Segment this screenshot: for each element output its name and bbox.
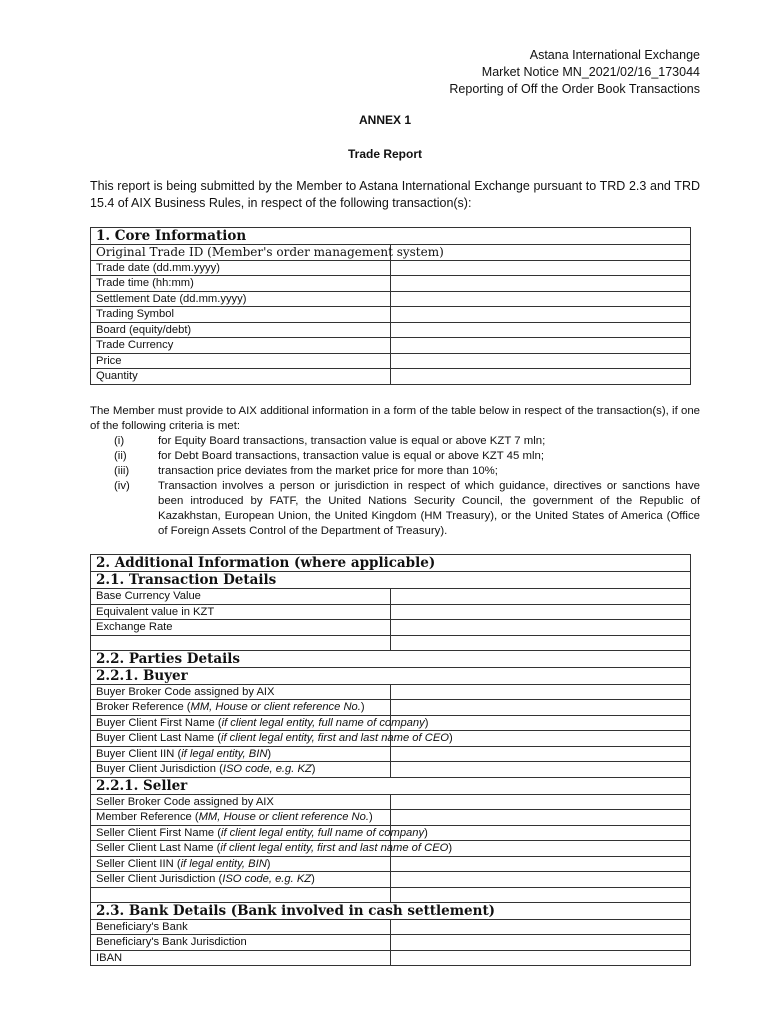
field-value-cell[interactable] — [391, 620, 691, 636]
field-value-cell[interactable] — [391, 700, 691, 716]
table-row — [91, 715, 691, 731]
table-row — [91, 746, 691, 762]
field-value-cell[interactable] — [391, 794, 691, 810]
field-label: Trade date (dd.mm.yyyy) — [91, 260, 391, 276]
field-value-cell[interactable] — [391, 589, 691, 605]
table-row — [91, 856, 691, 872]
field-label: Price — [91, 353, 391, 369]
field-label: Seller Client Last Name (if client legal entity, first and last name of CEO) — [91, 841, 391, 857]
table-row — [91, 276, 691, 292]
field-value-cell[interactable] — [391, 810, 691, 826]
core-information-table — [90, 227, 691, 385]
seller-title: 2.2.1. Seller — [91, 777, 691, 794]
header-org: Astana International Exchange — [529, 48, 700, 62]
table-row — [91, 322, 691, 338]
document-title: Trade Report — [347, 147, 422, 161]
field-label: Trade time (hh:mm) — [91, 276, 391, 292]
table-row — [91, 684, 691, 700]
list-item — [90, 464, 700, 479]
annex-label: ANNEX 1 — [358, 113, 411, 127]
blank-row — [91, 635, 691, 650]
table-row — [91, 872, 691, 888]
field-label: Beneficiary's Bank Jurisdiction — [91, 935, 391, 951]
field-label: Settlement Date (dd.mm.yyyy) — [91, 291, 391, 307]
transaction-details-title: 2.1. Transaction Details — [91, 572, 691, 589]
table-row — [91, 950, 691, 966]
table-row — [91, 353, 691, 369]
bank-details-title: 2.3. Bank Details (Bank involved in cash settlement) — [91, 902, 691, 919]
field-value-cell[interactable] — [391, 604, 691, 620]
table-row — [91, 307, 691, 323]
intro-paragraph: This report is being submitted by the Member to Astana International Exchange pursuant to TRD 2.3 and TRD 15.4 of AIX Business Rules, in respect of the following transaction(s): — [90, 179, 700, 210]
field-label: Trading Symbol — [91, 307, 391, 323]
parties-details-title: 2.2. Parties Details — [91, 650, 691, 667]
criteria-list — [90, 434, 700, 539]
table-row — [91, 245, 691, 261]
list-item-text: for Debt Board transactions, transaction value is equal or above KZT 45 mln; — [158, 450, 545, 462]
field-value-cell[interactable] — [391, 338, 691, 354]
field-label: Beneficiary's Bank — [91, 919, 391, 935]
list-item-text: transaction price deviates from the market price for more than 10%; — [158, 465, 498, 477]
field-value-cell[interactable] — [391, 307, 691, 323]
field-value-cell[interactable] — [391, 825, 691, 841]
table-row — [91, 731, 691, 747]
field-label: Base Currency Value — [91, 589, 391, 605]
table-row — [91, 841, 691, 857]
field-label: Seller Client Jurisdiction (ISO code, e.g. KZ) — [91, 872, 391, 888]
field-label: Seller Client First Name (if client legal entity, full name of company) — [91, 825, 391, 841]
field-label: Original Trade ID (Member's order management system) — [91, 245, 391, 261]
field-value-cell[interactable] — [391, 762, 691, 778]
list-item — [90, 434, 700, 449]
field-label: Equivalent value in KZT — [91, 604, 391, 620]
buyer-title: 2.2.1. Buyer — [91, 667, 691, 684]
list-item-text: Transaction involves a person or jurisdiction in respect of which guidance, directives or sanctions have been introduced by FATF, the United Nations Security Council, the government of the Republic of Kazakhstan, European Union, the United Kingdom (HM Treasury), or the United States of America (Office of Foreign Assets Control of the Department of Treasury). — [158, 480, 700, 537]
field-value-cell[interactable] — [391, 935, 691, 951]
list-item — [90, 479, 700, 539]
field-value-cell[interactable] — [391, 276, 691, 292]
table-row — [91, 338, 691, 354]
list-item-text: for Equity Board transactions, transaction value is equal or above KZT 7 mln; — [158, 435, 546, 447]
list-item-number: (ii) — [114, 450, 127, 462]
table-row — [91, 369, 691, 385]
field-label: Buyer Client Last Name (if client legal entity, first and last name of CEO) — [91, 731, 391, 747]
field-label: Exchange Rate — [91, 620, 391, 636]
table-row — [91, 935, 691, 951]
list-item-number: (iv) — [114, 480, 130, 492]
field-value-cell[interactable] — [391, 746, 691, 762]
table-row — [91, 810, 691, 826]
field-label: Board (equity/debt) — [91, 322, 391, 338]
field-label: Buyer Client IIN (if legal entity, BIN) — [91, 746, 391, 762]
table-row — [91, 825, 691, 841]
table-row — [91, 762, 691, 778]
additional-section-title: 2. Additional Information (where applicable) — [91, 555, 691, 572]
table-row — [91, 604, 691, 620]
table-row — [91, 700, 691, 716]
field-value-cell[interactable] — [391, 887, 691, 902]
field-value-cell[interactable] — [391, 950, 691, 966]
field-value-cell[interactable] — [391, 635, 691, 650]
table-row — [91, 794, 691, 810]
table-row — [91, 919, 691, 935]
field-label: Member Reference (MM, House or client reference No.) — [91, 810, 391, 826]
field-label: Buyer Client First Name (if client legal entity, full name of company) — [91, 715, 391, 731]
field-label: Buyer Client Jurisdiction (ISO code, e.g. KZ) — [91, 762, 391, 778]
table-row — [91, 260, 691, 276]
field-label: Broker Reference (MM, House or client reference No.) — [91, 700, 391, 716]
field-label: Trade Currency — [91, 338, 391, 354]
table-row — [91, 589, 691, 605]
field-value-cell[interactable] — [391, 353, 691, 369]
list-item-number: (iii) — [114, 465, 130, 477]
document-header — [449, 47, 700, 98]
header-notice: Market Notice MN_2021/02/16_173044 — [481, 65, 700, 79]
field-value-cell[interactable] — [391, 919, 691, 935]
table-row — [91, 291, 691, 307]
field-value-cell[interactable] — [391, 322, 691, 338]
list-item-number: (i) — [114, 435, 125, 447]
field-label: Quantity — [91, 369, 391, 385]
field-value-cell[interactable] — [391, 291, 691, 307]
criteria-lead: The Member must provide to AIX additional information in a form of the table below in respect of the transaction(s), if one of the following criteria is met: — [90, 405, 700, 432]
field-value-cell[interactable] — [391, 872, 691, 888]
header-subject: Reporting of Off the Order Book Transactions — [449, 82, 700, 96]
field-label: Seller Broker Code assigned by AIX — [91, 794, 391, 810]
table-row — [91, 620, 691, 636]
field-label: Seller Client IIN (if legal entity, BIN) — [91, 856, 391, 872]
list-item — [90, 449, 700, 464]
blank-row — [91, 887, 691, 902]
field-label: Buyer Broker Code assigned by AIX — [91, 684, 391, 700]
field-value-cell[interactable] — [391, 369, 691, 385]
field-label: IBAN — [91, 950, 391, 966]
core-section-title: 1. Core Information — [91, 228, 691, 245]
field-value-cell[interactable] — [391, 684, 691, 700]
criteria-block — [90, 404, 700, 539]
field-value-cell[interactable] — [391, 715, 691, 731]
field-value-cell[interactable] — [391, 260, 691, 276]
field-value-cell[interactable] — [391, 856, 691, 872]
additional-information-table — [90, 554, 691, 966]
